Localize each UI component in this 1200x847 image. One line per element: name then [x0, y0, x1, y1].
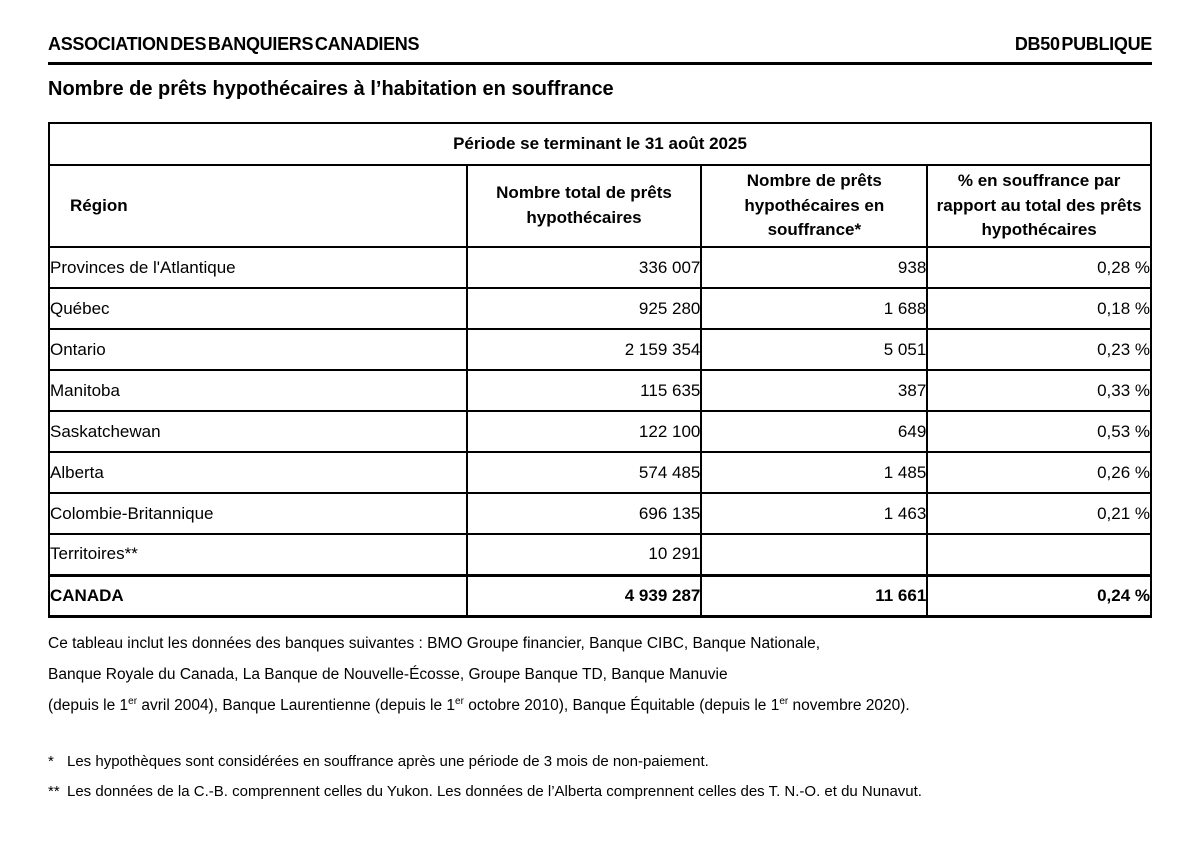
arrears-cell: 1 485 — [701, 452, 927, 493]
column-header-arrears: Nombre de prêts hypothécaires en souffrance* — [701, 165, 927, 247]
total-cell: 574 485 — [467, 452, 702, 493]
region-cell: Colombie-Britannique — [49, 493, 467, 534]
arrears-cell-total: 11 661 — [701, 575, 927, 616]
region-cell: Ontario — [49, 329, 467, 370]
percent-cell: 0,21 % — [927, 493, 1151, 534]
column-header-total: Nombre total de prêts hypothécaires — [467, 165, 702, 247]
arrears-cell: 5 051 — [701, 329, 927, 370]
note-line-3 — [48, 697, 1152, 715]
table-total-body — [49, 575, 1151, 616]
percent-cell: 0,26 % — [927, 452, 1151, 493]
table-row — [49, 411, 1151, 452]
percent-cell: 0,18 % — [927, 288, 1151, 329]
table-row — [49, 329, 1151, 370]
table-row — [49, 370, 1151, 411]
ordinal-superscript: er — [128, 695, 138, 707]
column-header-row — [49, 165, 1151, 247]
bank-inclusion-notes — [48, 635, 1152, 715]
total-cell: 336 007 — [467, 247, 702, 288]
document-header — [48, 34, 1152, 65]
note-line-3-seg: novembre 2020). — [788, 696, 910, 714]
footnote-marker: ** — [48, 782, 60, 800]
table-row — [49, 247, 1151, 288]
note-line-3-seg: octobre 2010), Banque Équitable (depuis le 1 — [463, 696, 780, 714]
total-cell: 122 100 — [467, 411, 702, 452]
period-header-row — [49, 123, 1151, 165]
percent-cell — [927, 534, 1151, 575]
footnote-arrears-definition — [48, 747, 1152, 777]
total-cell: 2 159 354 — [467, 329, 702, 370]
total-cell: 10 291 — [467, 534, 702, 575]
arrears-cell: 938 — [701, 247, 927, 288]
region-cell: Territoires** — [49, 534, 467, 575]
region-cell: Québec — [49, 288, 467, 329]
ordinal-superscript: er — [779, 695, 789, 707]
table-row — [49, 452, 1151, 493]
footnote-territories — [48, 777, 1152, 807]
period-header: Période se terminant le 31 août 2025 — [49, 123, 1151, 165]
column-header-percent: % en souffrance par rapport au total des prêts hypothécaires — [927, 165, 1151, 247]
region-cell: Manitoba — [49, 370, 467, 411]
note-line-2: Banque Royale du Canada, La Banque de Nouvelle-Écosse, Groupe Banque TD, Banque Manuvie — [48, 665, 728, 683]
table-row — [49, 534, 1151, 575]
doc-code: DB50 PUBLIQUE — [1014, 34, 1152, 54]
arrears-cell: 1 688 — [701, 288, 927, 329]
footnote-marker: * — [48, 752, 54, 770]
total-cell: 115 635 — [467, 370, 702, 411]
footnotes — [48, 747, 1152, 807]
footnote-text: Les données de la C.-B. comprennent celles du Yukon. Les données de l’Alberta comprennent celles des T. N.-O. et du Nunavut. — [67, 782, 922, 800]
footnote-text: Les hypothèques sont considérées en souffrance après une période de 3 mois de non-paiement. — [67, 752, 709, 770]
percent-cell: 0,23 % — [927, 329, 1151, 370]
note-line-3-seg: avril 2004), Banque Laurentienne (depuis le 1 — [137, 696, 456, 714]
table-row-total — [49, 575, 1151, 616]
region-cell: Alberta — [49, 452, 467, 493]
arrears-cell: 649 — [701, 411, 927, 452]
region-cell: Saskatchewan — [49, 411, 467, 452]
page-title: Nombre de prêts hypothécaires à l’habitation en souffrance — [48, 78, 614, 100]
note-line-3-seg: (depuis le 1 — [48, 696, 129, 714]
note-line-1: Ce tableau inclut les données des banques suivantes : BMO Groupe financier, Banque CIBC, Banque Nationale, — [48, 634, 821, 652]
percent-cell-total: 0,24 % — [927, 575, 1151, 616]
region-cell: Provinces de l'Atlantique — [49, 247, 467, 288]
arrears-cell: 387 — [701, 370, 927, 411]
percent-cell: 0,53 % — [927, 411, 1151, 452]
percent-cell: 0,33 % — [927, 370, 1151, 411]
table-row — [49, 493, 1151, 534]
column-header-region: Région — [49, 165, 467, 247]
ordinal-superscript: er — [455, 695, 464, 707]
arrears-cell — [701, 534, 927, 575]
table-row — [49, 288, 1151, 329]
table-body — [49, 247, 1151, 575]
total-cell: 925 280 — [467, 288, 702, 329]
arrears-cell: 1 463 — [701, 493, 927, 534]
total-cell-total: 4 939 287 — [467, 575, 702, 616]
mortgage-arrears-table — [48, 122, 1152, 618]
total-cell: 696 135 — [467, 493, 702, 534]
org-name: ASSOCIATION DES BANQUIERS CANADIENS — [48, 34, 420, 54]
percent-cell: 0,28 % — [927, 247, 1151, 288]
region-cell-total: CANADA — [49, 575, 467, 616]
